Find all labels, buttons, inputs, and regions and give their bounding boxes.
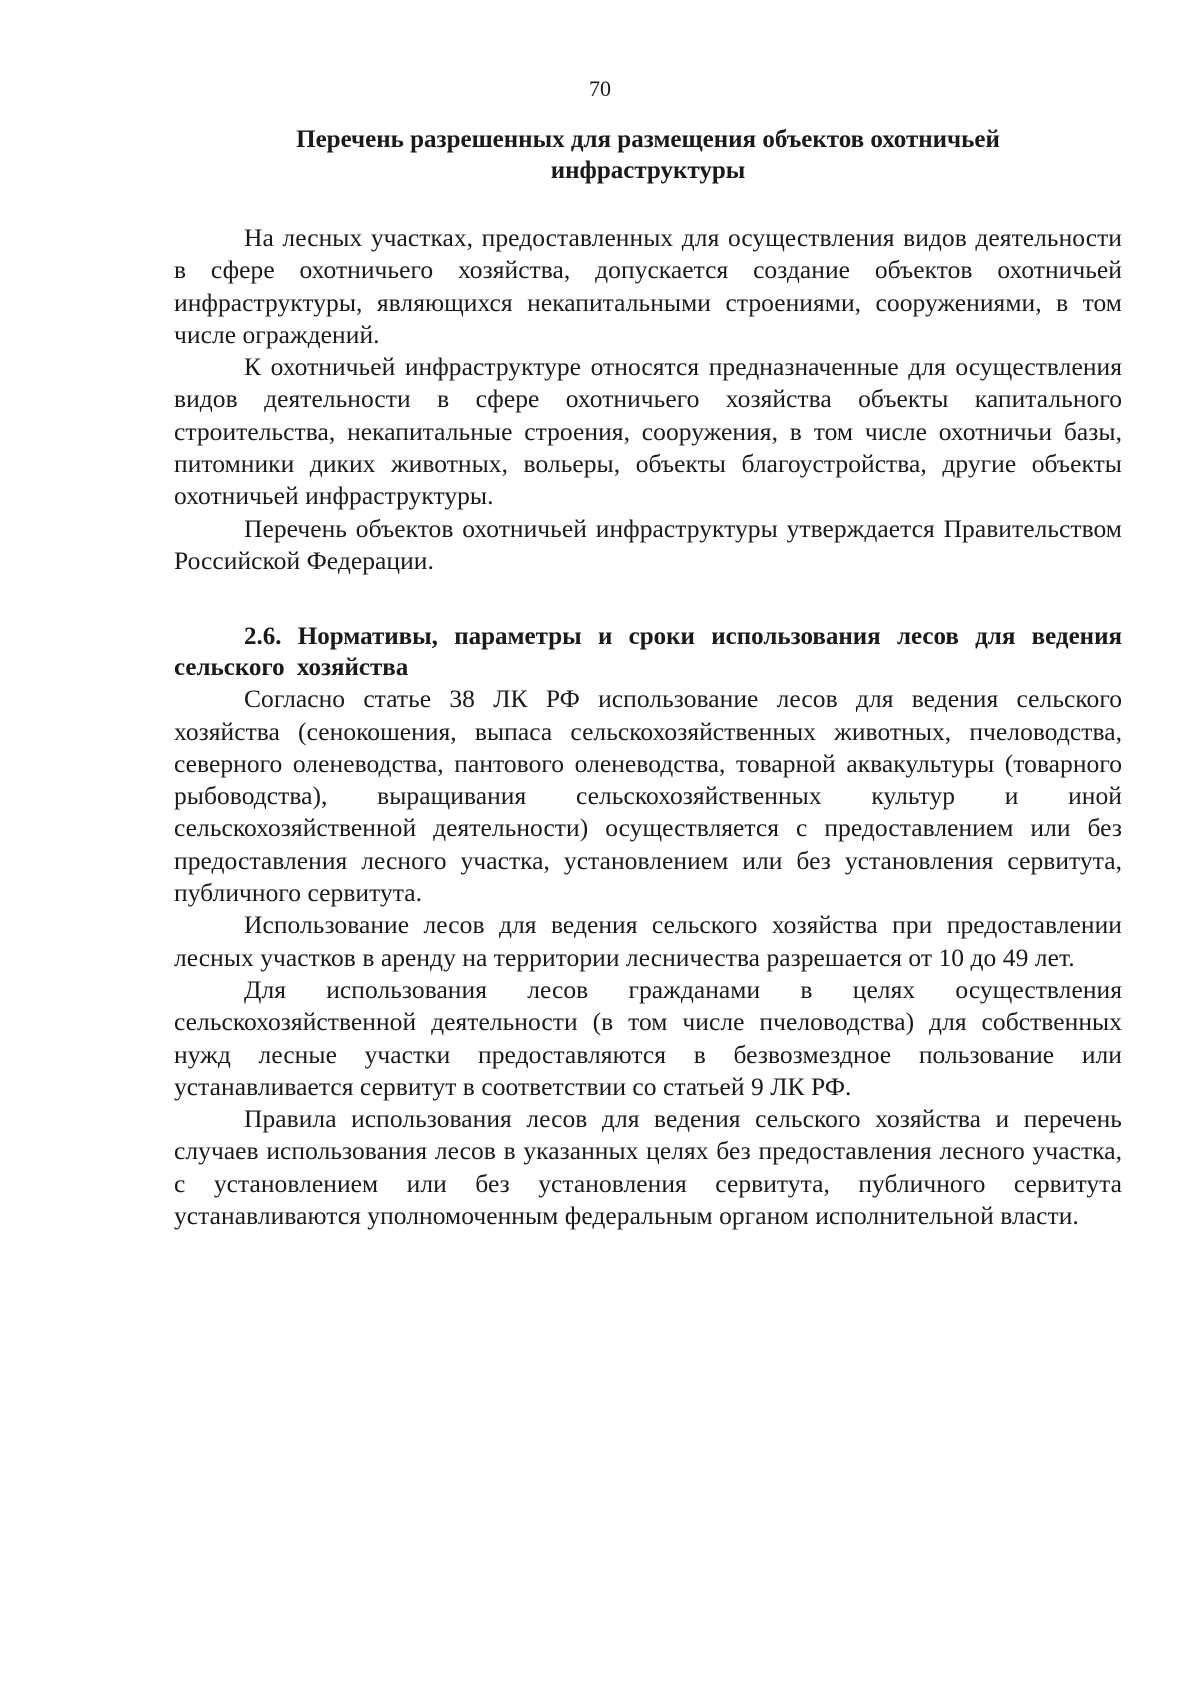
paragraph-article-38: Согласно статье 38 ЛК РФ использование лесов для ведения сельского хозяйства (сенокошения, выпаса сельскохозяйственных животных, пчеловодства, северного оленеводства, пантового оленеводства, товарной аквакультуры (товарного рыбоводства), выращивания сельскохозяйственных культур и иной сельскохозяйственной деятельности) осуществляется с предоставлением или без предоставления лесного участка, установлением или без установления сервитута, публичного сервитута. [174, 684, 1122, 908]
paragraph-hunting-infrastructure: К охотничьей инфраструктуре относятся предназначенные для осуществления видов деятельности в сфере охотничьего хозяйства объекты капитального строительства, некапитальные строения, сооружения, в том числе охотничьи базы, питомники диких животных, вольеры, объекты благоустройства, другие объекты охотничьей инфраструктуры. [174, 352, 1122, 511]
page-content [174, 124, 1122, 1232]
section-heading-2-6: 2.6. Нормативы, параметры и сроки использования лесов для ведения сельского хозяйства [174, 623, 1122, 682]
document-title: Перечень разрешенных для размещения объектов охотничьей инфраструктуры [296, 126, 1000, 184]
paragraph-hunting-plots: На лесных участках, предоставленных для осуществления видов деятельности в сфере охотничьего хозяйства, допускается создание объектов охотничьей инфраструктуры, являющихся некапитальными строениями, сооружениями, в том числе ограждений. [174, 223, 1122, 349]
paragraph-rules: Правила использования лесов для ведения сельского хозяйства и перечень случаев использования лесов в указанных целях без предоставления лесного участка, с установлением или без установления сервитута, публичного сервитута устанавливаются уполномоченным федеральным органом исполнительной власти. [174, 1104, 1122, 1231]
paragraph-lease-term: Использование лесов для ведения сельского хозяйства при предоставлении лесных участков в аренду на территории лесничества разрешается от 10 до 49 лет. [174, 910, 1122, 972]
paragraph-list-approval: Перечень объектов охотничьей инфраструктуры утверждается Правительством Российской Федерации. [174, 513, 1122, 575]
page-number: 70 [589, 76, 611, 101]
paragraph-free-use: Для использования лесов гражданами в целях осуществления сельскохозяйственной деятельности (в том числе пчеловодства) для собственных нужд лесные участки предоставляются в безвозмездное пользование или устанавливается сервитут в соответствии со статьей 9 ЛК РФ. [174, 974, 1122, 1101]
